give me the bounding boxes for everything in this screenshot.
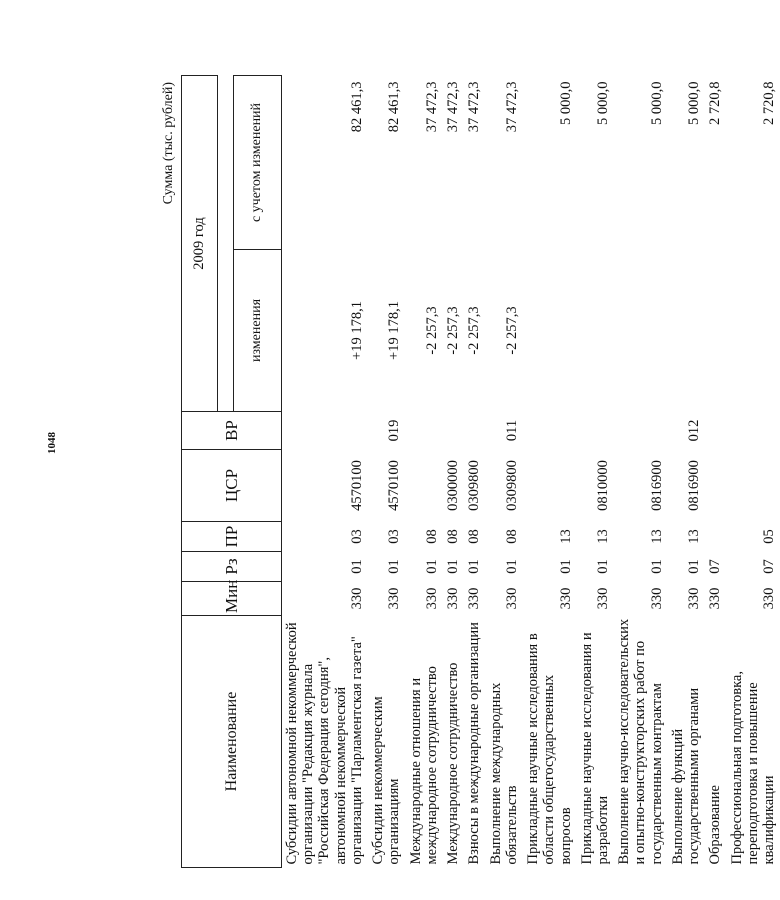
row-total: 82 461,3: [348, 81, 365, 133]
row-vr: [406, 412, 443, 450]
rotated-table-area: [161, 76, 778, 868]
row-csr: [406, 450, 443, 522]
row-total: 5 000,0: [686, 81, 703, 125]
row-rz: 01: [648, 559, 665, 574]
table-row: [523, 75, 577, 867]
header-changes: изменения: [234, 250, 282, 412]
table-row: [614, 75, 668, 867]
row-name: Международное сотрудничество: [445, 662, 462, 865]
row-min: 330: [707, 587, 724, 610]
row-total: 37 472,3: [503, 81, 520, 133]
row-vr: [282, 412, 369, 450]
row-pr: 08: [445, 529, 462, 544]
row-rz: 01: [557, 559, 574, 574]
row-rz: 01: [686, 559, 703, 574]
row-vr: [523, 412, 577, 450]
row-min: 330: [761, 587, 778, 610]
row-csr: 0810000: [594, 460, 611, 511]
header-rz: Рз: [182, 552, 282, 582]
header-pr: ПР: [182, 522, 282, 552]
row-csr: 0816900: [648, 460, 665, 511]
row-name: Выполнение международных обязательств: [487, 682, 520, 865]
row-min: 330: [503, 587, 520, 610]
row-change: +19 178,1: [386, 301, 403, 360]
row-rz: 01: [348, 559, 365, 574]
row-rz: 01: [423, 559, 440, 574]
row-min: 330: [423, 587, 440, 610]
row-rz: 01: [466, 559, 483, 574]
row-vr: 019: [386, 419, 403, 442]
row-name: Прикладные научные исследования в области общегосударственных вопросов: [525, 633, 574, 865]
row-change: -2 257,3: [466, 306, 483, 355]
header-name: Наименование: [182, 616, 282, 868]
row-csr: [523, 450, 577, 522]
row-pr: 13: [557, 529, 574, 544]
row-total: 5 000,0: [557, 81, 574, 125]
table-row: [727, 75, 780, 867]
row-pr: 08: [466, 529, 483, 544]
row-min: 330: [648, 587, 665, 610]
row-total: 5 000,0: [648, 81, 665, 125]
row-name: Прикладные научные исследования и разработки: [578, 632, 611, 865]
row-min: 330: [594, 587, 611, 610]
row-csr: 0309800: [466, 460, 483, 511]
row-name: Образование: [707, 785, 724, 865]
row-min: 330: [445, 587, 462, 610]
header-csr: ЦСР: [182, 450, 282, 522]
row-pr: [705, 522, 726, 552]
row-pr: 05: [761, 529, 778, 544]
row-total: 37 472,3: [466, 81, 483, 133]
row-vr: 012: [686, 419, 703, 442]
unit-caption: Сумма (тыс. рублей): [161, 82, 176, 205]
page-number: 1048: [46, 432, 58, 454]
header-year: 2009 год: [182, 75, 218, 411]
row-min: 330: [348, 587, 365, 610]
row-pr: 13: [648, 529, 665, 544]
row-csr: 0309800: [503, 460, 520, 511]
row-rz: 01: [386, 559, 403, 574]
row-csr: 4570100: [348, 460, 365, 511]
row-vr: 011: [503, 419, 520, 442]
row-name: Субсидии автономной некоммерческой организации "Редакция журнала "Российская Федерация сегодня", автономной некоммерческой организации "Парламентская газета": [284, 622, 365, 865]
row-min: 330: [557, 587, 574, 610]
row-total: 37 472,3: [445, 81, 462, 133]
row-change: -2 257,3: [503, 306, 520, 355]
row-rz: 01: [503, 559, 520, 574]
row-name: Субсидии некоммерческим организациям: [370, 696, 403, 865]
row-change: -2 257,3: [445, 306, 462, 355]
row-total: 82 461,3: [386, 81, 403, 133]
row-change: [523, 250, 577, 412]
table-row: [668, 75, 705, 867]
row-name: Взносы в международные организации: [466, 622, 483, 865]
row-change: [577, 250, 614, 412]
row-vr: [464, 412, 485, 450]
row-name: Выполнение функций государственными органами: [669, 687, 703, 865]
row-min: 330: [686, 587, 703, 610]
table-row: [282, 75, 369, 867]
row-total: 37 472,3: [423, 81, 440, 133]
table-row: [705, 75, 726, 867]
row-csr: 0300000: [445, 460, 462, 511]
row-rz: 01: [594, 559, 611, 574]
row-pr: 03: [386, 529, 403, 544]
row-total: 5 000,0: [594, 81, 611, 125]
row-vr: [614, 412, 668, 450]
table-row: [443, 75, 464, 867]
header-with-changes: с учетом изменений: [234, 75, 282, 249]
row-change: [668, 250, 705, 412]
row-change: -2 257,3: [423, 306, 440, 355]
row-min: 330: [466, 587, 483, 610]
row-vr: [705, 412, 726, 450]
row-name: Выполнение научно-исследовательских и опытно-конструкторских работ по государственным контрактам: [616, 618, 665, 865]
row-vr: [727, 412, 780, 450]
table-row: [486, 75, 523, 867]
row-change: [614, 250, 668, 412]
table-row: [577, 75, 614, 867]
row-total: 2 720,8: [707, 81, 724, 125]
row-rz: 07: [707, 559, 724, 574]
row-change: +19 178,1: [348, 301, 365, 360]
row-pr: 08: [423, 529, 440, 544]
budget-table: [181, 75, 780, 868]
row-pr: 08: [503, 529, 520, 544]
row-vr: [443, 412, 464, 450]
table-row: [368, 75, 405, 867]
row-name: Профессиональная подготовка, переподготовка и повышение квалификации: [728, 671, 778, 865]
header-min: Мин: [182, 582, 282, 616]
row-csr: [727, 450, 780, 522]
row-pr: 13: [686, 529, 703, 544]
row-rz: 07: [761, 559, 778, 574]
row-csr: [705, 450, 726, 522]
row-min: 330: [386, 587, 403, 610]
table-row: [406, 75, 443, 867]
row-vr: [577, 412, 614, 450]
row-total: 2 720,8: [761, 81, 778, 125]
table-row: [464, 75, 485, 867]
row-change: [727, 250, 780, 412]
row-change: [705, 250, 726, 412]
row-csr: 4570100: [386, 460, 403, 511]
row-rz: 01: [445, 559, 462, 574]
header-vr: ВР: [182, 412, 282, 450]
row-csr: 0816900: [686, 460, 703, 511]
row-pr: 03: [348, 529, 365, 544]
row-pr: 13: [594, 529, 611, 544]
row-name: Международные отношения и международное сотрудничество: [407, 666, 440, 865]
